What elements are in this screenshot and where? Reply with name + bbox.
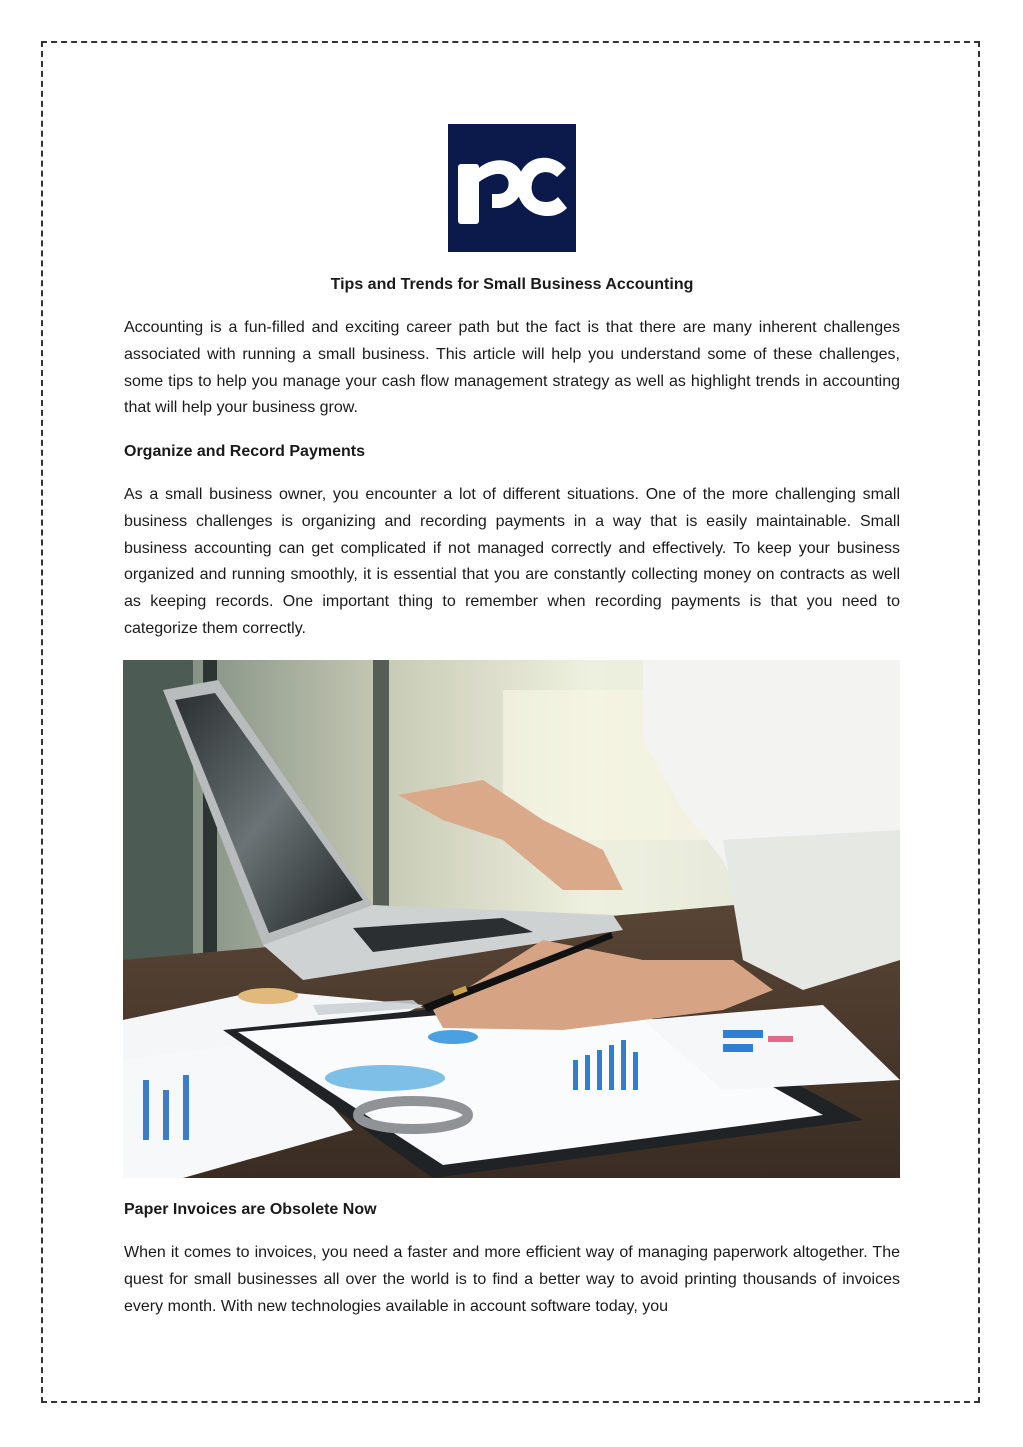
section-body-invoices: When it comes to invoices, you need a faster and more efficient way of managing paperwork altogether. The quest for small businesses all over the world is to find a better way to avoid printing thousands of invoices every month. With new technologies available in account software today, you: [124, 1244, 900, 1315]
intro-paragraph: Accounting is a fun-filled and exciting career path but the fact is that there are many inherent challenges associated with running a small business. This article will help you understand some of these challenges, some tips to help you manage your cash flow management strategy as well as highlight trends in accounting that will help your business grow.: [124, 319, 900, 417]
section-heading-payments: Organize and Record Payments: [124, 443, 365, 460]
document-title: Tips and Trends for Small Business Accounting: [330, 276, 694, 293]
accountant-laptop-charts-photo: [123, 660, 900, 1178]
pc-monogram-logo: [448, 124, 576, 252]
section-body-payments: As a small business owner, you encounter a lot of different situations. One of the more challenging small business challenges is organizing and recording payments in a way that is easily maintainable. Small business accounting can get complicated if not managed correctly and effectively. To keep your business organized and running smoothly, it is essential that you are constantly collecting money on contracts as well as keeping records. One important thing to remember when recording payments is that you need to categorize them correctly.: [124, 486, 900, 637]
section-heading-invoices: Paper Invoices are Obsolete Now: [124, 1201, 377, 1218]
